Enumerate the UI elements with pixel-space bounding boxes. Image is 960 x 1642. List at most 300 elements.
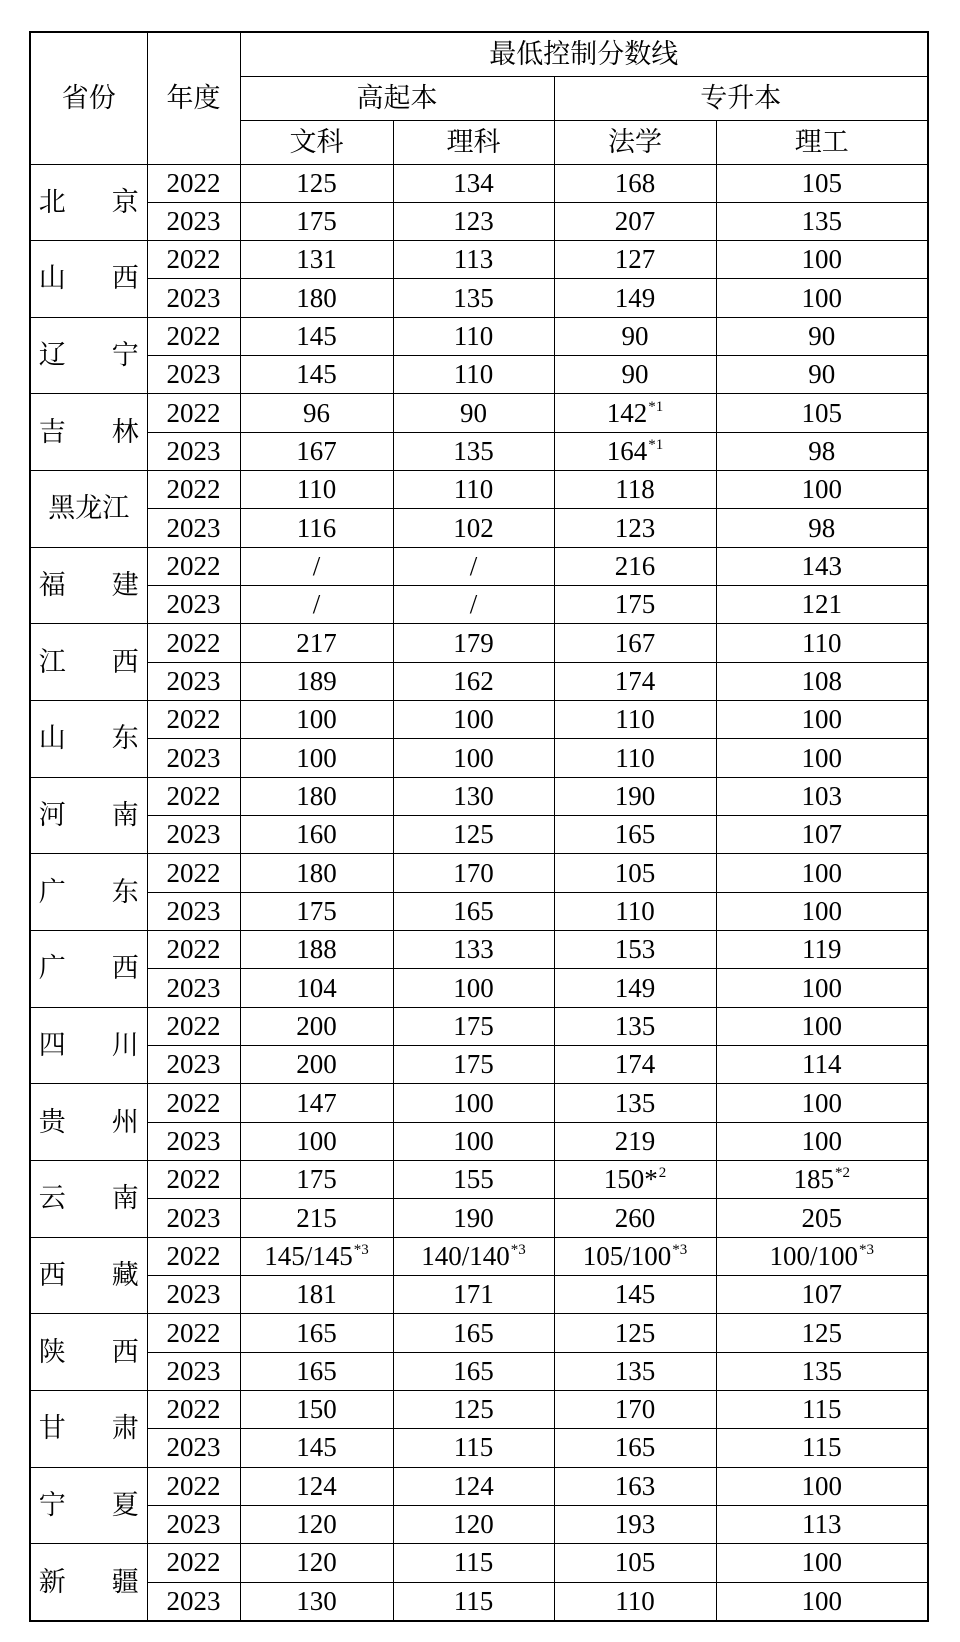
table-row [30, 1276, 928, 1314]
footnote-mark: 2 [658, 1165, 667, 1182]
ligong-score-cell [716, 931, 928, 969]
score-value: 164 [606, 435, 648, 466]
footnote-mark: *3 [859, 1241, 874, 1258]
score-value: 207 [614, 205, 656, 236]
faxue-score-cell [554, 1544, 716, 1582]
wenke-score-cell [240, 202, 393, 240]
province-cell [30, 1161, 147, 1238]
ligong-score-cell [716, 1467, 928, 1505]
table-row [30, 969, 928, 1007]
like-score-cell [393, 432, 554, 470]
like-score-cell [393, 701, 554, 739]
wenke-score-cell [240, 1237, 393, 1275]
province-name-part: 四 [38, 1030, 66, 1061]
score-value: 125 [801, 1317, 842, 1348]
year-cell: 2023 [147, 356, 240, 394]
province-cell [30, 547, 147, 624]
province-name-part: 辽 [38, 340, 66, 371]
score-value: 193 [614, 1509, 656, 1540]
score-value: 98 [808, 435, 836, 466]
year-cell: 2023 [147, 1505, 240, 1543]
score-value: 165 [453, 1355, 494, 1386]
ligong-score-cell [716, 432, 928, 470]
ligong-score-cell [716, 586, 928, 624]
table-row [30, 816, 928, 854]
score-value: 181 [296, 1279, 337, 1310]
score-value: 145 [614, 1279, 656, 1310]
score-value: 125 [453, 819, 494, 850]
score-value: 130 [296, 1585, 337, 1616]
faxue-score-cell [554, 662, 716, 700]
ligong-score-cell [716, 394, 928, 432]
ligong-score-cell [716, 624, 928, 662]
year-cell: 2022 [147, 471, 240, 509]
province-name-part: 新 [38, 1566, 66, 1597]
score-value: 123 [453, 205, 494, 236]
table-row [30, 624, 928, 662]
score-value: 116 [296, 512, 337, 543]
table-row [30, 1084, 928, 1122]
score-value: 162 [453, 665, 494, 696]
score-value: 175 [453, 1010, 494, 1041]
score-value: 105 [801, 167, 842, 198]
wenke-score-cell [240, 739, 393, 777]
faxue-score-cell [554, 1122, 716, 1160]
like-score-cell [393, 1352, 554, 1390]
like-score-cell [393, 202, 554, 240]
faxue-score-cell [554, 202, 716, 240]
score-value: 114 [802, 1049, 842, 1080]
table-row [30, 1429, 928, 1467]
score-value: 145 [296, 1432, 337, 1463]
score-value: 120 [296, 1509, 337, 1540]
score-value: 108 [801, 665, 842, 696]
province-name-part: 宁 [38, 1489, 66, 1520]
table-row [30, 662, 928, 700]
score-value: 100/100 [769, 1240, 858, 1271]
score-value: 100 [801, 1087, 842, 1118]
ligong-score-cell [716, 1199, 928, 1237]
table-row [30, 1199, 928, 1237]
footnote-mark: *3 [672, 1241, 688, 1258]
ligong-score-cell [716, 701, 928, 739]
like-score-cell [393, 969, 554, 1007]
score-value: 167 [614, 627, 656, 658]
wenke-score-cell [240, 1084, 393, 1122]
wenke-score-cell [240, 356, 393, 394]
ligong-score-cell [716, 1429, 928, 1467]
like-score-cell [393, 816, 554, 854]
ligong-score-cell [716, 777, 928, 815]
table-row [30, 471, 928, 509]
like-score-cell [393, 241, 554, 279]
score-value: 102 [453, 512, 494, 543]
score-value: 100 [801, 1125, 842, 1156]
score-value: 165 [614, 819, 656, 850]
province-name-part: 广 [38, 876, 66, 907]
score-value: 123 [614, 512, 656, 543]
ligong-score-cell [716, 816, 928, 854]
score-value: 131 [296, 244, 337, 275]
like-score-cell [393, 1544, 554, 1582]
province-cell [30, 701, 147, 778]
faxue-score-cell [554, 1505, 716, 1543]
year-cell: 2022 [147, 394, 240, 432]
footnote-mark: *2 [835, 1165, 850, 1182]
score-value: 100 [801, 282, 842, 313]
province-name-part: 江 [38, 646, 66, 677]
year-cell: 2022 [147, 1314, 240, 1352]
score-value: 140/140 [421, 1240, 510, 1271]
score-value: 118 [615, 474, 655, 505]
year-cell: 2023 [147, 1352, 240, 1390]
score-value: 190 [453, 1202, 494, 1233]
ligong-score-cell [716, 471, 928, 509]
table-row [30, 1352, 928, 1390]
score-value: 135 [614, 1010, 656, 1041]
score-value: 190 [614, 780, 656, 811]
table-row [30, 777, 928, 815]
score-value: 115 [802, 1394, 842, 1425]
score-value: 100 [453, 1125, 494, 1156]
year-cell: 2022 [147, 241, 240, 279]
like-score-cell [393, 1429, 554, 1467]
score-value: 150* [603, 1164, 658, 1195]
wenke-header: 文科 [240, 120, 393, 164]
score-value: 100 [801, 742, 842, 773]
province-cell [30, 1314, 147, 1391]
province-header: 省份 [30, 32, 147, 164]
faxue-score-cell [554, 1007, 716, 1045]
like-score-cell [393, 739, 554, 777]
faxue-score-cell [554, 279, 716, 317]
year-cell: 2023 [147, 892, 240, 930]
ligong-score-cell [716, 1007, 928, 1045]
faxue-score-cell [554, 816, 716, 854]
table-row [30, 892, 928, 930]
score-value: 100 [453, 742, 494, 773]
score-value: 189 [296, 665, 337, 696]
score-value: 135 [801, 205, 842, 236]
wenke-score-cell [240, 1467, 393, 1505]
province-name-part: 吉 [38, 416, 66, 447]
score-value: 90 [808, 359, 836, 390]
faxue-score-cell [554, 892, 716, 930]
faxue-score-cell [554, 1314, 716, 1352]
wenke-score-cell [240, 509, 393, 547]
faxue-score-cell [554, 1161, 716, 1199]
table-row [30, 1314, 928, 1352]
score-value: 175 [614, 589, 656, 620]
table-row [30, 1046, 928, 1084]
score-value: 100 [453, 972, 494, 1003]
wenke-score-cell [240, 1276, 393, 1314]
like-score-cell [393, 547, 554, 585]
like-score-cell [393, 1582, 554, 1621]
wenke-score-cell [240, 432, 393, 470]
year-cell: 2023 [147, 1046, 240, 1084]
year-cell: 2022 [147, 1391, 240, 1429]
score-value: 96 [303, 397, 330, 428]
score-value: 219 [614, 1125, 656, 1156]
score-value: 100 [801, 704, 842, 735]
like-score-cell [393, 1237, 554, 1275]
province-cell [30, 1084, 147, 1161]
province-name-part: 黑龙江 [48, 493, 130, 524]
table-row [30, 394, 928, 432]
faxue-score-cell [554, 777, 716, 815]
score-value: 217 [296, 627, 337, 658]
footnote-mark: *1 [648, 436, 664, 453]
ligong-score-cell [716, 356, 928, 394]
ligong-score-cell [716, 1582, 928, 1621]
score-value: 165 [296, 1317, 337, 1348]
table-row [30, 931, 928, 969]
year-cell: 2022 [147, 931, 240, 969]
like-score-cell [393, 1467, 554, 1505]
table-row [30, 1467, 928, 1505]
score-value: 100 [801, 1010, 842, 1041]
score-value: 165 [614, 1432, 656, 1463]
score-value: 149 [614, 282, 656, 313]
faxue-score-cell [554, 739, 716, 777]
score-value: 170 [614, 1394, 656, 1425]
score-value: 125 [453, 1394, 494, 1425]
province-name-part: 河 [38, 800, 66, 831]
score-value: 180 [296, 780, 337, 811]
like-score-cell [393, 1276, 554, 1314]
wenke-score-cell [240, 624, 393, 662]
province-name-part: 疆 [111, 1566, 139, 1597]
ligong-score-cell [716, 1391, 928, 1429]
score-value: 205 [801, 1202, 842, 1233]
faxue-score-cell [554, 471, 716, 509]
ligong-score-cell [716, 1161, 928, 1199]
score-value: 100 [801, 474, 842, 505]
province-cell [30, 394, 147, 471]
table-row [30, 701, 928, 739]
table-row [30, 356, 928, 394]
score-value: 175 [296, 205, 337, 236]
year-cell: 2023 [147, 586, 240, 624]
wenke-score-cell [240, 164, 393, 202]
table-row [30, 509, 928, 547]
wenke-score-cell [240, 471, 393, 509]
faxue-score-cell [554, 624, 716, 662]
score-value: 216 [614, 550, 656, 581]
faxue-score-cell [554, 1467, 716, 1505]
wenke-score-cell [240, 241, 393, 279]
province-cell [30, 1467, 147, 1544]
score-value: 110 [296, 474, 337, 505]
like-score-cell [393, 662, 554, 700]
province-cell [30, 1544, 147, 1621]
score-value: 110 [615, 895, 655, 926]
table-row [30, 1505, 928, 1543]
like-score-cell [393, 1505, 554, 1543]
table-row [30, 164, 928, 202]
year-cell: 2023 [147, 969, 240, 1007]
like-score-cell [393, 1084, 554, 1122]
gaoqiben-header: 高起本 [240, 76, 554, 120]
ligong-header: 理工 [716, 120, 928, 164]
score-value: 105 [614, 1547, 656, 1578]
province-name-part: 西 [111, 1336, 139, 1367]
score-value: 188 [296, 934, 337, 965]
score-value: 133 [453, 934, 494, 965]
faxue-score-cell [554, 1046, 716, 1084]
score-value: 119 [802, 934, 842, 965]
province-name-part: 建 [111, 570, 139, 601]
score-value: / [312, 550, 321, 581]
year-cell: 2022 [147, 624, 240, 662]
score-value: 155 [453, 1164, 494, 1195]
like-header: 理科 [393, 120, 554, 164]
like-score-cell [393, 1046, 554, 1084]
province-cell [30, 777, 147, 854]
province-name-part: 西 [111, 263, 139, 294]
score-value: 100 [801, 1470, 842, 1501]
wenke-score-cell [240, 816, 393, 854]
year-cell: 2022 [147, 854, 240, 892]
score-value: 110 [615, 1585, 655, 1616]
table-row [30, 1544, 928, 1582]
score-value: / [469, 589, 478, 620]
province-cell [30, 624, 147, 701]
ligong-score-cell [716, 1505, 928, 1543]
year-cell: 2022 [147, 1084, 240, 1122]
table-row [30, 547, 928, 585]
wenke-score-cell [240, 1161, 393, 1199]
faxue-score-cell [554, 931, 716, 969]
score-value: 104 [296, 972, 337, 1003]
score-value: 147 [296, 1087, 337, 1118]
province-name-part: 南 [111, 1183, 139, 1214]
year-cell: 2023 [147, 279, 240, 317]
score-value: 200 [296, 1049, 337, 1080]
year-cell: 2022 [147, 1544, 240, 1582]
province-name-part: 藏 [111, 1260, 139, 1291]
year-cell: 2022 [147, 1161, 240, 1199]
score-value: 103 [801, 780, 842, 811]
zhuanshengben-header: 专升本 [554, 76, 928, 120]
score-value: 100 [801, 244, 842, 275]
score-value: 174 [614, 665, 656, 696]
faxue-score-cell [554, 164, 716, 202]
score-value: 110 [615, 704, 655, 735]
province-name-part: 川 [111, 1030, 139, 1061]
faxue-score-cell [554, 432, 716, 470]
ligong-score-cell [716, 241, 928, 279]
wenke-score-cell [240, 1314, 393, 1352]
score-value: 100 [453, 1087, 494, 1118]
province-cell [30, 1237, 147, 1314]
score-value: 98 [808, 512, 836, 543]
province-name-part: 山 [38, 723, 66, 754]
table-row [30, 1007, 928, 1045]
like-score-cell [393, 586, 554, 624]
score-value: 105 [801, 397, 842, 428]
province-name-part: 北 [38, 186, 66, 217]
faxue-score-cell [554, 701, 716, 739]
score-value: 165 [453, 1317, 494, 1348]
score-value: 142 [606, 397, 648, 428]
table-row [30, 1161, 928, 1199]
faxue-score-cell [554, 547, 716, 585]
like-score-cell [393, 854, 554, 892]
faxue-score-cell [554, 969, 716, 1007]
year-cell: 2022 [147, 547, 240, 585]
score-value: 180 [296, 282, 337, 313]
score-value: 105/100 [582, 1240, 672, 1271]
score-value: 100 [801, 1547, 842, 1578]
score-value: 175 [296, 895, 337, 926]
table-row [30, 1122, 928, 1160]
table-row [30, 1582, 928, 1621]
province-cell [30, 164, 147, 241]
ligong-score-cell [716, 1122, 928, 1160]
footnote-mark: *3 [353, 1241, 369, 1258]
score-value: 100 [296, 1125, 337, 1156]
year-cell: 2023 [147, 662, 240, 700]
score-value: 107 [801, 819, 842, 850]
score-value: 145/145 [264, 1240, 353, 1271]
province-name-part: 甘 [38, 1413, 66, 1444]
like-score-cell [393, 509, 554, 547]
score-value: 100 [296, 704, 337, 735]
score-value: 127 [614, 244, 656, 275]
score-value: 135 [614, 1087, 656, 1118]
province-name-part: 福 [38, 570, 66, 601]
score-value: 110 [453, 474, 494, 505]
ligong-score-cell [716, 892, 928, 930]
wenke-score-cell [240, 279, 393, 317]
like-score-cell [393, 931, 554, 969]
like-score-cell [393, 1007, 554, 1045]
score-value: 100 [801, 1585, 842, 1616]
like-score-cell [393, 892, 554, 930]
score-value: 135 [801, 1355, 842, 1386]
like-score-cell [393, 1314, 554, 1352]
score-value: 90 [808, 320, 836, 351]
province-name-part: 陕 [38, 1336, 66, 1367]
province-name-part: 南 [111, 800, 139, 831]
score-value: 115 [453, 1432, 494, 1463]
table-row [30, 432, 928, 470]
faxue-score-cell [554, 854, 716, 892]
wenke-score-cell [240, 1352, 393, 1390]
table-row [30, 854, 928, 892]
score-value: 113 [453, 244, 494, 275]
faxue-score-cell [554, 317, 716, 355]
score-value: 168 [614, 167, 656, 198]
province-name-part: 州 [111, 1106, 139, 1137]
province-name-part: 西 [111, 646, 139, 677]
wenke-score-cell [240, 1544, 393, 1582]
score-value: / [312, 589, 321, 620]
province-name-part: 肃 [111, 1413, 139, 1444]
like-score-cell [393, 471, 554, 509]
score-value: 150 [296, 1394, 337, 1425]
like-score-cell [393, 1161, 554, 1199]
wenke-score-cell [240, 586, 393, 624]
score-value: 90 [621, 359, 649, 390]
wenke-score-cell [240, 1429, 393, 1467]
score-value: 110 [453, 359, 494, 390]
score-value: / [469, 550, 478, 581]
faxue-header: 法学 [554, 120, 716, 164]
year-cell: 2023 [147, 1122, 240, 1160]
